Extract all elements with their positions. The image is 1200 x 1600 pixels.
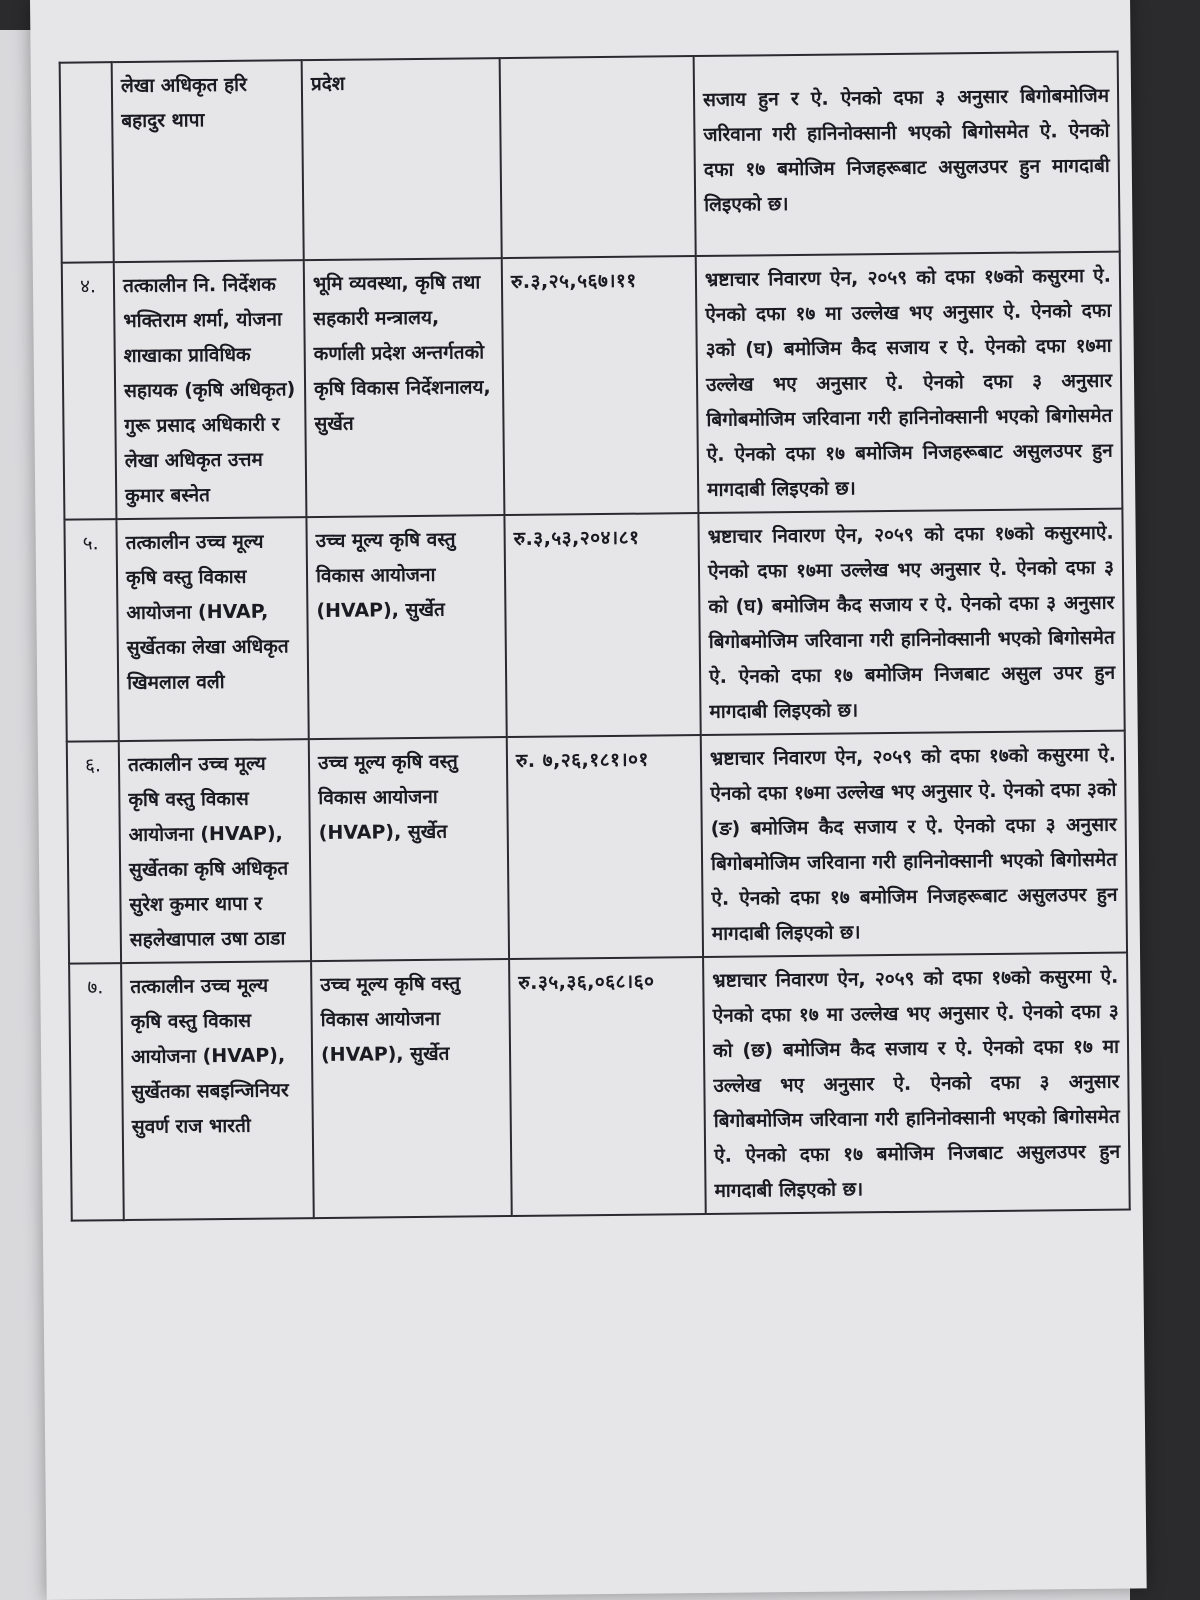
table-row [60, 52, 1120, 263]
table-row [69, 953, 1130, 1221]
claim-description [701, 731, 1127, 957]
accused-names: तत्कालीन नि. निर्देशक भक्तिराम शर्मा, योजना शाखाका प्राविधिक सहायक (कृषि अधिकृत) गुरू प्रसाद अधिकारी र लेखा अधिकृत उत्तम कुमार बस्नेत [114, 260, 307, 519]
claim-description [698, 509, 1124, 735]
document-page [30, 0, 1147, 1600]
claim-description-text: भ्रष्टाचार निवारण ऐन, २०५९ को दफा १७को कसुरमा ऐ. ऐनको दफा १७ मा उल्लेख भए अनुसार ऐ. ऐनको दफा ३ को (छ) बमोजिम कैद सजाय र ऐ. ऐनको दफा १७ मा उल्लेख भए अनुसार ऐ. ऐनको दफा ३ अनुसार बिगोबमोजिम जरिवाना गरी हानिनोक्सानी भएको बिगोसमेत ऐ. ऐनको दफा १७ बमोजिम निजबाट असुलउपर हुन मागदाबी लिइएको छ। [712, 965, 1121, 1202]
office-name: उच्च मूल्य कृषि वस्तु विकास आयोजना (HVAP), सुर्खेत [311, 959, 512, 1218]
accused-names: तत्कालीन उच्च मूल्य कृषि वस्तु विकास आयोजना (HVAP, सुर्खेतका लेखा अधिकृत खिमलाल वली [116, 517, 308, 741]
case-table [59, 51, 1131, 1222]
table-row [62, 252, 1123, 520]
office-name: प्रदेश [302, 58, 502, 260]
accused-names: तत्कालीन उच्च मूल्य कृषि वस्तु विकास आयोजना (HVAP), सुर्खेतका सबइन्जिनियर सुवर्ण राज भारती [121, 961, 314, 1220]
claim-description-text: भ्रष्टाचार निवारण ऐन, २०५९ को दफा १७को कसुरमा ऐ. ऐनको दफा १७ मा उल्लेख भए अनुसार ऐ. ऐनको दफा ३को (घ) बमोजिम कैद सजाय र ऐ. ऐनको दफा १७मा उल्लेख भए अनुसार ऐ. ऐनको दफा ३ अनुसार बिगोबमोजिम जरिवाना गरी हानिनोक्सानी भएको बिगोसमेत ऐ. ऐनको दफा १७ बमोजिम निजहरूबाट असुलउपर हुन मागदाबी लिइएको छ। [704, 264, 1113, 501]
serial-number: ७. [69, 963, 124, 1221]
amount: रु.३५,३६,०६८।६० [509, 957, 706, 1216]
claim-description-text: सजाय हुन र ऐ. ऐनको दफा ३ अनुसार बिगोबमोजिम जरिवाना गरी हानिनोक्सानी भएको बिगोसमेत ऐ. ऐनको दफा १७ बमोजिम निजहरूबाट असुलउपर हुन मागदाबी लिइएको छ। [702, 84, 1110, 216]
claim-description-text: भ्रष्टाचार निवारण ऐन, २०५९ को दफा १७को कसुरमाऐ. ऐनको दफा १७मा उल्लेख भए अनुसार ऐ. ऐनको दफा ३ को (घ) बमोजिम कैद सजाय र ऐ. ऐनको दफा ३ अनुसार बिगोबमोजिम जरिवाना गरी हानिनोक्सानी भएको बिगोसमेत ऐ. ऐनको दफा १७ बमोजिम निजबाट असुल उपर हुन मागदाबी लिइएको छ। [707, 521, 1116, 723]
table-row [64, 509, 1124, 742]
accused-names: लेखा अधिकृत हरि बहादुर थापा [112, 60, 304, 262]
claim-description [696, 252, 1123, 513]
amount [500, 56, 696, 258]
amount: रु.३,२५,५६७।११ [502, 256, 699, 515]
serial-number [60, 62, 114, 263]
amount: रु.३,५३,२०४।८१ [504, 513, 700, 737]
accused-names: तत्कालीन उच्च मूल्य कृषि वस्तु विकास आयोजना (HVAP), सुर्खेतका कृषि अधिकृत सुरेश कुमार थापा र सहलेखापाल उषा ठाडा [119, 739, 311, 963]
claim-description [694, 52, 1120, 256]
amount: रु. ७,२६,१८१।०१ [507, 735, 703, 959]
serial-number: ५. [64, 519, 118, 742]
office-name: उच्च मूल्य कृषि वस्तु विकास आयोजना (HVAP), सुर्खेत [309, 737, 509, 961]
claim-description-text: भ्रष्टाचार निवारण ऐन, २०५९ को दफा १७को कसुरमा ऐ. ऐनको दफा १७मा उल्लेख भए अनुसार ऐ. ऐनको दफा ३को (ङ) बमोजिम कैद सजाय र ऐ. ऐनको दफा ३ अनुसार बिगोबमोजिम जरिवाना गरी हानिनोक्सानी भएको बिगोसमेत ऐ. ऐनको दफा १७ बमोजिम निजहरूबाट असुलउपर हुन मागदाबी लिइएको छ। [709, 743, 1118, 945]
serial-number: ४. [62, 262, 117, 520]
table-row [67, 731, 1127, 964]
claim-description [703, 953, 1130, 1214]
serial-number: ६. [67, 741, 121, 964]
office-name: भूमि व्यवस्था, कृषि तथा सहकारी मन्त्रालय, कर्णाली प्रदेश अन्तर्गतको कृषि विकास निर्देशनालय, सुर्खेत [304, 258, 505, 517]
office-name: उच्च मूल्य कृषि वस्तु विकास आयोजना (HVAP), सुर्खेत [306, 515, 506, 739]
